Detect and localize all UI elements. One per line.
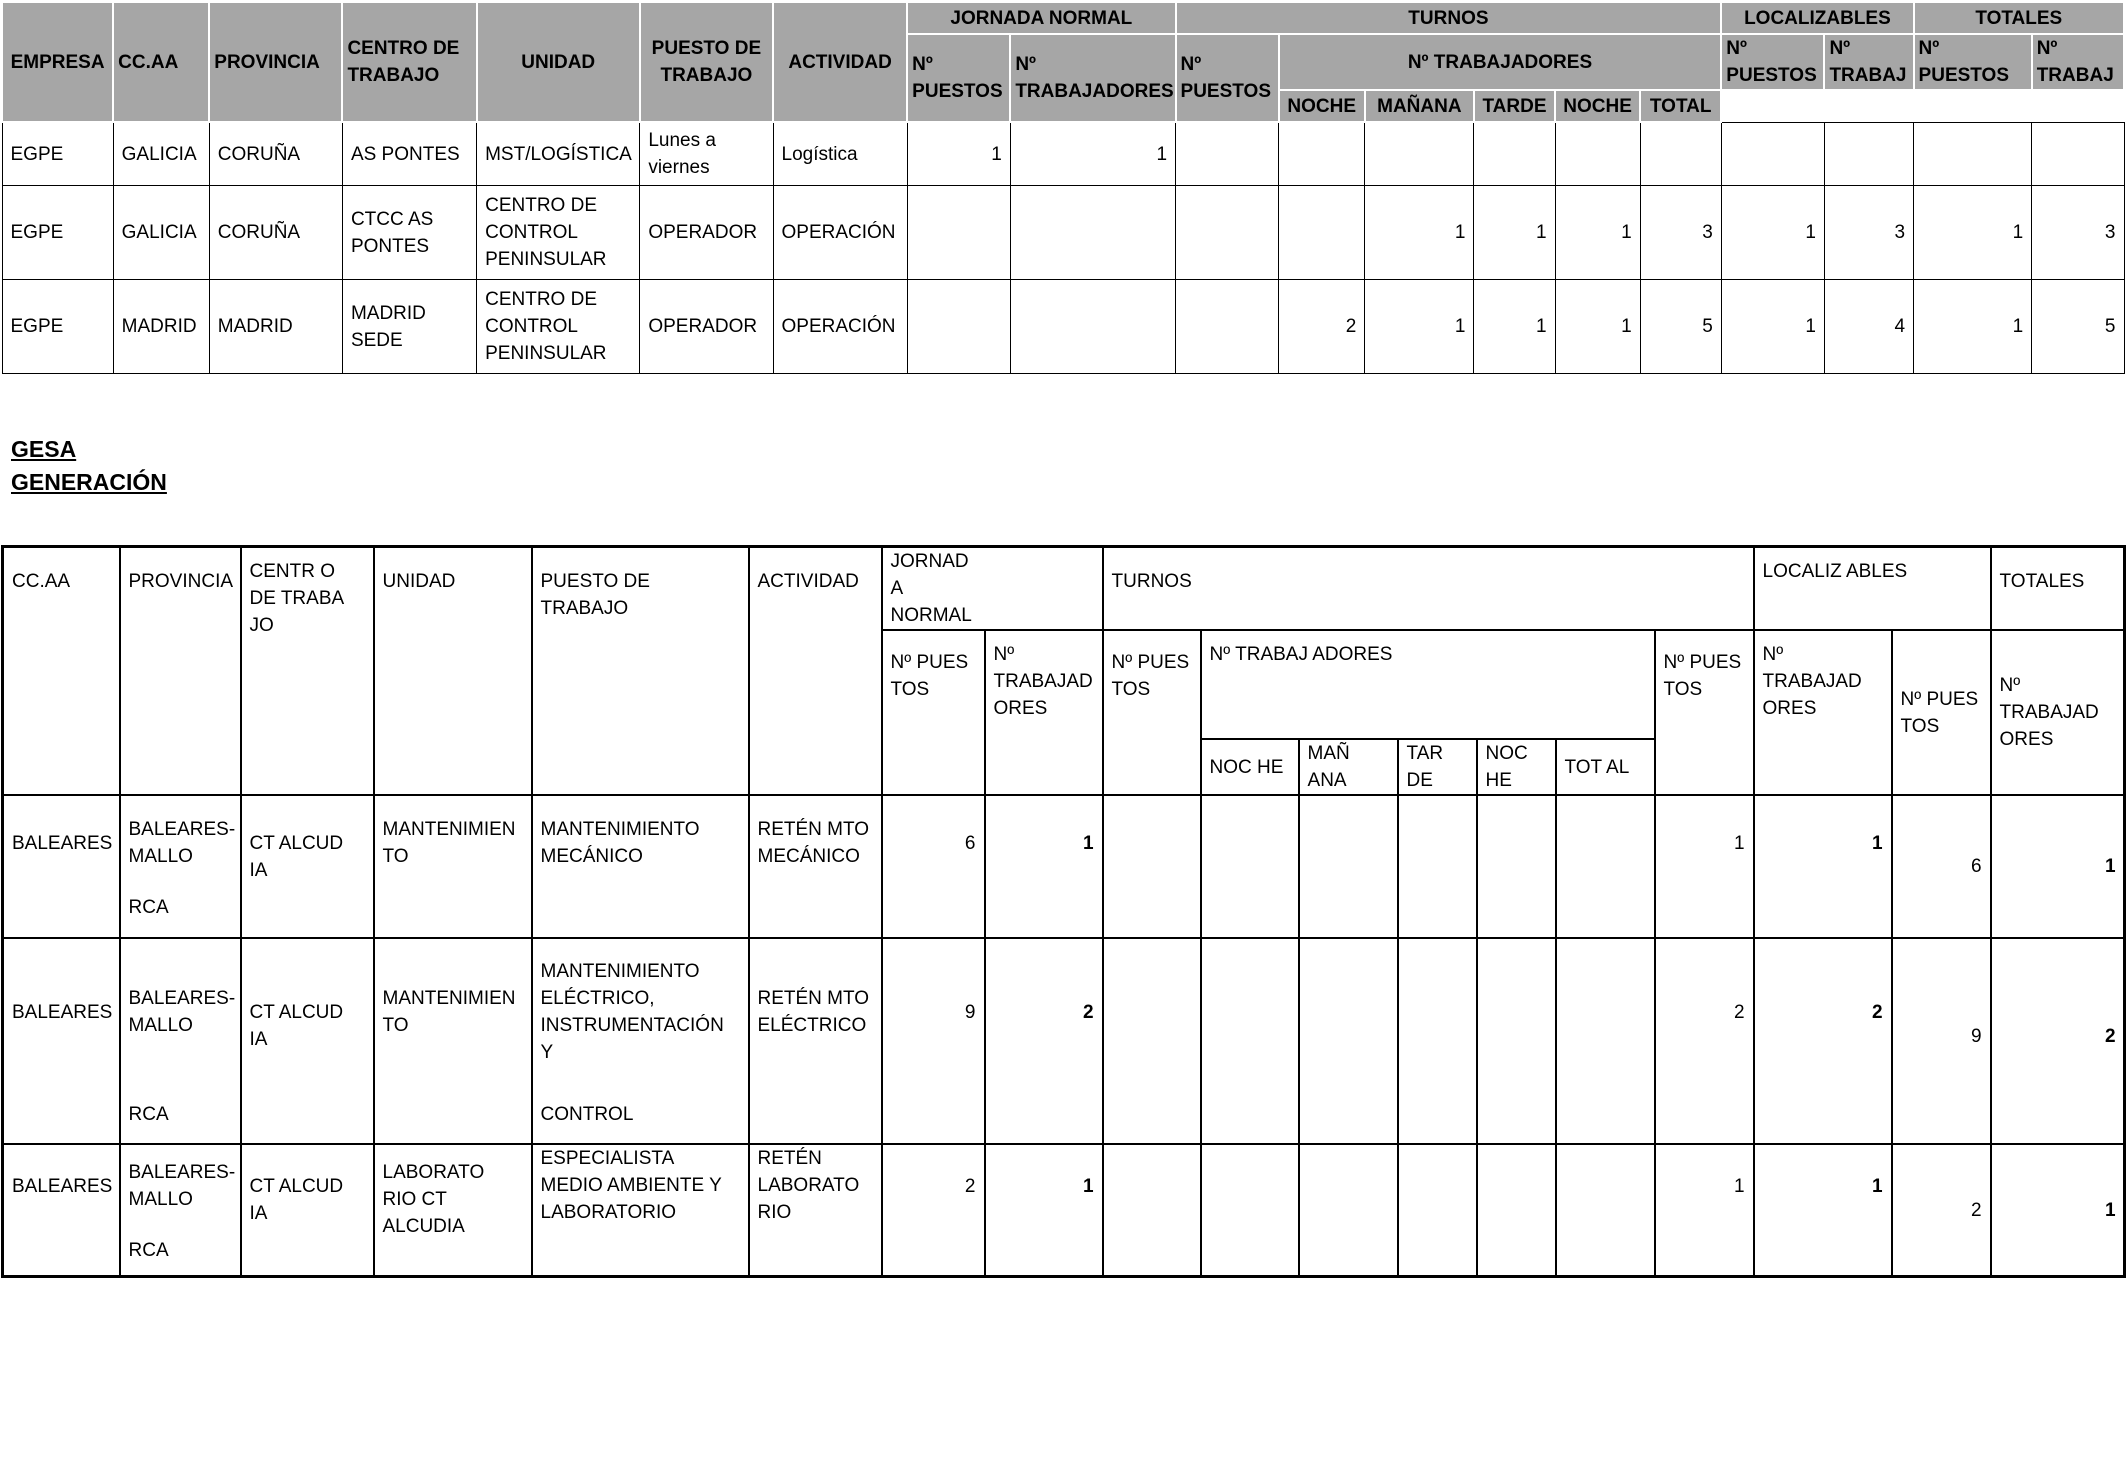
header-ccaa: CC.AA <box>3 547 120 796</box>
cell-ccaa: BALEARES <box>3 938 120 1144</box>
header-manana: MAÑ ANA <box>1299 739 1398 795</box>
cell-total <box>1556 795 1655 938</box>
cell-tot-puestos: 1 <box>1914 280 2032 374</box>
cell-t-puestos <box>1176 280 1279 374</box>
header-jornada-line3: NORMAL <box>890 605 972 626</box>
cell-provincia-b: RCA <box>128 1240 169 1261</box>
cell-unidad: MANTENIMIEN TO <box>374 938 532 1144</box>
cell-actividad: RETÉN LABORATO RIO <box>749 1144 882 1276</box>
section-heading <box>11 433 167 499</box>
header-puesto: PUESTO DE TRABAJO <box>640 2 773 122</box>
cell-tot-trab: 1 <box>1991 1144 2125 1276</box>
cell-noche-1 <box>1279 186 1365 280</box>
cell-jn-trab: 1 <box>1010 122 1175 186</box>
cell-centro: MADRID SEDE <box>342 280 476 374</box>
cell-unidad: CENTRO DE CONTROL PENINSULAR <box>477 186 640 280</box>
header-actividad: ACTIVIDAD <box>773 2 907 122</box>
cell-provincia <box>120 1144 241 1276</box>
cell-loc-trab: 4 <box>1824 280 1913 374</box>
header-jn-trab: Nº TRABAJAD ORES <box>985 630 1103 795</box>
header-puesto: PUESTO DE TRABAJO <box>532 547 749 796</box>
cell-total <box>1556 1144 1655 1276</box>
header-t-trab: Nº TRABAJ ADORES <box>1201 630 1655 739</box>
cell-tot-puestos: 1 <box>1914 186 2032 280</box>
cell-noche-2 <box>1477 1144 1556 1276</box>
cell-noche-1 <box>1201 1144 1299 1276</box>
cell-noche-2 <box>1477 938 1556 1144</box>
gesa-table <box>1 545 2126 1278</box>
cell-unidad: CENTRO DE CONTROL PENINSULAR <box>477 280 640 374</box>
cell-ccaa: GALICIA <box>113 122 209 186</box>
header-noche-2: NOCHE <box>1555 90 1640 122</box>
header-total: TOTAL <box>1640 90 1721 122</box>
cell-manana <box>1299 938 1398 1144</box>
header-loc-puestos: Nº PUESTOS <box>1721 34 1824 90</box>
cell-tarde <box>1398 1144 1477 1276</box>
cell-t-puestos <box>1103 938 1201 1144</box>
header-provincia: PROVINCIA <box>120 547 241 796</box>
cell-provincia-a: BALEARES-MALLO <box>128 819 236 867</box>
table-row <box>3 938 2125 1144</box>
header-totales: TOTALES <box>1914 2 2124 34</box>
cell-puesto-a: MANTENIMIENTO MECÁNICO <box>540 819 700 867</box>
header-tot-trab: Nº TRABAJAD ORES <box>1991 630 2125 795</box>
cell-provincia-b: RCA <box>128 897 169 918</box>
cell-tot-puestos: 9 <box>1892 938 1991 1144</box>
header-empresa: EMPRESA <box>2 2 113 122</box>
cell-centro: CT ALCUD IA <box>241 938 374 1144</box>
egpe-table <box>1 1 2125 374</box>
header-provincia: PROVINCIA <box>209 2 342 122</box>
cell-puesto <box>532 938 749 1144</box>
cell-loc-puestos: 1 <box>1721 186 1824 280</box>
cell-empresa: EGPE <box>2 186 113 280</box>
cell-jn-trab <box>1010 186 1175 280</box>
header-jornada-normal: JORNADA NORMAL <box>907 2 1175 34</box>
cell-noche-2: 1 <box>1555 280 1640 374</box>
header-jn-puestos: Nº PUESTOS <box>907 34 1010 122</box>
cell-loc-trab: 1 <box>1754 795 1892 938</box>
cell-jn-puestos <box>907 186 1010 280</box>
cell-noche-1: 2 <box>1279 280 1365 374</box>
cell-tot-trab: 5 <box>2032 280 2124 374</box>
cell-centro: AS PONTES <box>342 122 476 186</box>
cell-ccaa: BALEARES <box>3 795 120 938</box>
header-turnos: TURNOS <box>1103 547 1754 631</box>
cell-empresa: EGPE <box>2 280 113 374</box>
table-row <box>3 1144 2125 1276</box>
cell-puesto: Lunes a viernes <box>640 122 773 186</box>
cell-tot-trab <box>2032 122 2124 186</box>
cell-total <box>1640 122 1721 186</box>
heading-division: GENERACIÓN <box>11 469 167 495</box>
cell-tot-trab: 2 <box>1991 938 2125 1144</box>
cell-provincia: MADRID <box>209 280 342 374</box>
cell-loc-puestos: 1 <box>1655 795 1754 938</box>
cell-jn-puestos: 6 <box>882 795 985 938</box>
header-jn-trabajadores: Nº TRABAJADORES <box>1010 34 1175 122</box>
cell-provincia: CORUÑA <box>209 186 342 280</box>
header-turnos: TURNOS <box>1176 2 1722 34</box>
header-total: TOT AL <box>1556 739 1655 795</box>
header-tarde: TARDE <box>1474 90 1555 122</box>
cell-tarde: 1 <box>1474 186 1555 280</box>
cell-jn-trab: 2 <box>985 938 1103 1144</box>
cell-manana: 1 <box>1365 186 1474 280</box>
cell-noche-1 <box>1279 122 1365 186</box>
header-tarde: TAR DE <box>1398 739 1477 795</box>
cell-t-puestos <box>1176 122 1279 186</box>
cell-total: 5 <box>1640 280 1721 374</box>
cell-total: 3 <box>1640 186 1721 280</box>
cell-actividad: OPERACIÓN <box>773 186 907 280</box>
cell-manana <box>1299 795 1398 938</box>
table-row <box>3 795 2125 938</box>
cell-loc-trab: 3 <box>1824 186 1913 280</box>
cell-puesto-b: CONTROL <box>540 1104 634 1125</box>
cell-unidad: MANTENIMIEN TO <box>374 795 532 938</box>
header-unidad: UNIDAD <box>374 547 532 796</box>
cell-puesto-a: ESPECIALISTA MEDIO AMBIENTE Y LABORATORIO <box>540 1148 722 1223</box>
table-row <box>2 280 2124 374</box>
cell-noche-2 <box>1477 795 1556 938</box>
cell-t-puestos <box>1176 186 1279 280</box>
cell-actividad: Logística <box>773 122 907 186</box>
header-jornada-line1: JORNAD <box>890 551 969 572</box>
header-tot-trabaj: Nº TRABAJ <box>2032 34 2124 90</box>
header-localizables: LOCALIZABLES <box>1721 2 1913 34</box>
cell-puesto: OPERADOR <box>640 280 773 374</box>
table-row <box>2 122 2124 186</box>
header-actividad: ACTIVIDAD <box>749 547 882 796</box>
cell-jn-puestos <box>907 280 1010 374</box>
header-noche-1: NOCHE <box>1279 90 1365 122</box>
cell-jn-trab: 1 <box>985 795 1103 938</box>
header-t-puestos: Nº PUESTOS <box>1176 34 1279 122</box>
cell-loc-trab <box>1824 122 1913 186</box>
header-totales: TOTALES <box>1991 547 2125 631</box>
cell-tarde <box>1398 795 1477 938</box>
heading-company: GESA <box>11 436 77 462</box>
cell-puesto <box>532 795 749 938</box>
cell-empresa: EGPE <box>2 122 113 186</box>
cell-loc-puestos: 1 <box>1655 1144 1754 1276</box>
header-centro: CENTRO DE TRABAJO <box>342 2 476 122</box>
cell-tot-trab: 1 <box>1991 795 2125 938</box>
cell-loc-puestos: 2 <box>1655 938 1754 1144</box>
cell-ccaa: MADRID <box>113 280 209 374</box>
cell-loc-trab: 2 <box>1754 938 1892 1144</box>
cell-centro: CT ALCUD IA <box>241 795 374 938</box>
cell-jn-puestos: 9 <box>882 938 985 1144</box>
cell-total <box>1556 938 1655 1144</box>
cell-tarde <box>1398 938 1477 1144</box>
cell-manana: 1 <box>1365 280 1474 374</box>
cell-loc-puestos: 1 <box>1721 280 1824 374</box>
header-blank <box>1721 90 2124 122</box>
cell-centro: CTCC AS PONTES <box>342 186 476 280</box>
cell-unidad: MST/LOGÍSTICA <box>477 122 640 186</box>
header-jn-puestos: Nº PUES TOS <box>882 630 985 795</box>
cell-tot-puestos: 6 <box>1892 795 1991 938</box>
cell-centro: CT ALCUD IA <box>241 1144 374 1276</box>
cell-provincia-a: BALEARES-MALLO <box>128 988 236 1036</box>
header-noche-2: NOC HE <box>1477 739 1556 795</box>
header-centro: CENTR O DE TRABA JO <box>241 547 374 796</box>
cell-tot-puestos: 2 <box>1892 1144 1991 1276</box>
header-t-trabajadores: Nº TRABAJADORES <box>1279 34 1722 90</box>
cell-actividad: OPERACIÓN <box>773 280 907 374</box>
table-row <box>2 186 2124 280</box>
cell-provincia <box>120 938 241 1144</box>
cell-jn-trab <box>1010 280 1175 374</box>
cell-noche-2: 1 <box>1555 186 1640 280</box>
cell-actividad: RETÉN MTO ELÉCTRICO <box>749 938 882 1144</box>
cell-tot-trab: 3 <box>2032 186 2124 280</box>
cell-loc-puestos <box>1721 122 1824 186</box>
cell-jn-puestos: 2 <box>882 1144 985 1276</box>
cell-puesto <box>532 1144 749 1276</box>
cell-loc-trab: 1 <box>1754 1144 1892 1276</box>
header-loc-trabaj: Nº TRABAJ <box>1824 34 1913 90</box>
header-localizables: LOCALIZ ABLES <box>1754 547 1991 631</box>
cell-provincia: CORUÑA <box>209 122 342 186</box>
header-manana: MAÑANA <box>1365 90 1474 122</box>
cell-tarde: 1 <box>1474 280 1555 374</box>
cell-t-puestos <box>1103 795 1201 938</box>
cell-ccaa: BALEARES <box>3 1144 120 1276</box>
cell-puesto-a: MANTENIMIENTO ELÉCTRICO, INSTRUMENTACIÓN Y <box>540 961 724 1063</box>
header-jornada-line2: A <box>890 578 904 599</box>
header-tot-puestos: Nº PUES TOS <box>1892 630 1991 795</box>
cell-tarde <box>1474 122 1555 186</box>
header-jornada-normal <box>882 547 1103 631</box>
header-t-puestos: Nº PUES TOS <box>1103 630 1201 795</box>
cell-ccaa: GALICIA <box>113 186 209 280</box>
cell-puesto: OPERADOR <box>640 186 773 280</box>
header-loc-trab: Nº TRABAJAD ORES <box>1754 630 1892 795</box>
cell-unidad: LABORATO RIO CT ALCUDIA <box>374 1144 532 1276</box>
cell-actividad: RETÉN MTO MECÁNICO <box>749 795 882 938</box>
cell-t-puestos <box>1103 1144 1201 1276</box>
header-loc-puestos: Nº PUES TOS <box>1655 630 1754 795</box>
header-tot-puestos: Nº PUESTOS <box>1914 34 2032 90</box>
cell-noche-1 <box>1201 795 1299 938</box>
cell-noche-2 <box>1555 122 1640 186</box>
header-unidad: UNIDAD <box>477 2 640 122</box>
header-noche-1: NOC HE <box>1201 739 1299 795</box>
cell-provincia-a: BALEARES-MALLO <box>128 1162 236 1210</box>
cell-tot-puestos <box>1914 122 2032 186</box>
cell-noche-1 <box>1201 938 1299 1144</box>
cell-manana <box>1365 122 1474 186</box>
cell-manana <box>1299 1144 1398 1276</box>
cell-provincia-b: RCA <box>128 1104 169 1125</box>
cell-jn-trab: 1 <box>985 1144 1103 1276</box>
header-ccaa: CC.AA <box>113 2 209 122</box>
cell-jn-puestos: 1 <box>907 122 1010 186</box>
cell-provincia <box>120 795 241 938</box>
